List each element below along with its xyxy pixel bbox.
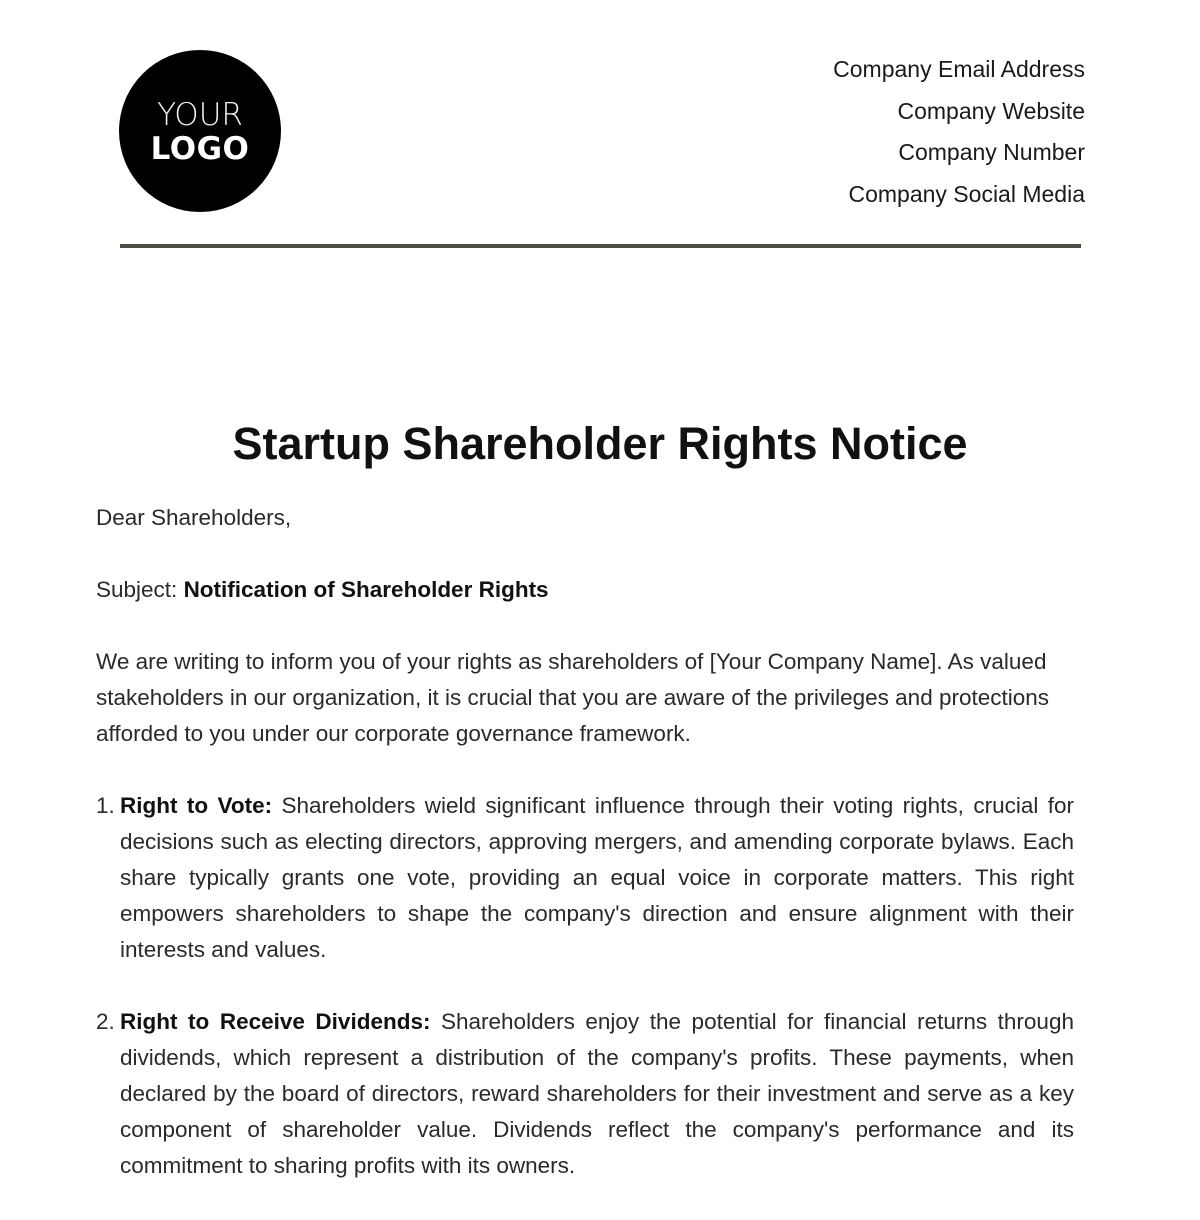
right-heading: Right to Vote:	[120, 793, 273, 818]
document-body	[96, 500, 1098, 1220]
company-logo	[119, 50, 281, 212]
header-divider	[120, 244, 1081, 248]
right-heading: Right to Receive Dividends:	[120, 1009, 431, 1034]
company-social-media: Company Social Media	[848, 181, 1085, 208]
list-number: 1.	[96, 793, 115, 818]
right-item-vote	[96, 788, 1098, 968]
right-text: Shareholders enjoy the potential for financial returns through dividends, which represent a distribution of the company's profits. These payments, when declared by the board of directors, reward shareholders for their investment and serve as a key component of shareholder value. Dividends reflect the company's performance and its commitment to sharing profits with its owners.	[120, 1009, 1074, 1178]
subject-value: Notification of Shareholder Rights	[183, 577, 549, 602]
list-number: 2.	[96, 1009, 115, 1034]
greeting: Dear Shareholders,	[96, 505, 292, 530]
subject-line	[96, 572, 1098, 608]
document-title: Startup Shareholder Rights Notice	[232, 418, 968, 469]
logo-line-2: LOGO	[150, 130, 250, 167]
intro-paragraph: We are writing to inform you of your rights as shareholders of [Your Company Name]. As valued stakeholders in our organization, it is crucial that you are aware of the privileges and protections afforded to you under our corporate governance framework.	[96, 649, 1050, 746]
logo-line-1: YOUR	[157, 96, 243, 133]
company-number: Company Number	[898, 139, 1085, 166]
right-text: Shareholders wield significant influence through their voting rights, crucial for decisions such as electing directors, approving mergers, and amending corporate bylaws. Each share typically grants one vote, providing an equal voice in corporate matters. This right empowers shareholders to shape the company's direction and ensure alignment with their interests and values.	[120, 793, 1074, 962]
company-contact-block	[833, 54, 1085, 221]
subject-label: Subject:	[96, 577, 184, 602]
right-item-dividends	[96, 1004, 1098, 1184]
company-email: Company Email Address	[833, 56, 1085, 82]
rights-list	[96, 788, 1098, 1184]
company-website: Company Website	[897, 97, 1085, 124]
